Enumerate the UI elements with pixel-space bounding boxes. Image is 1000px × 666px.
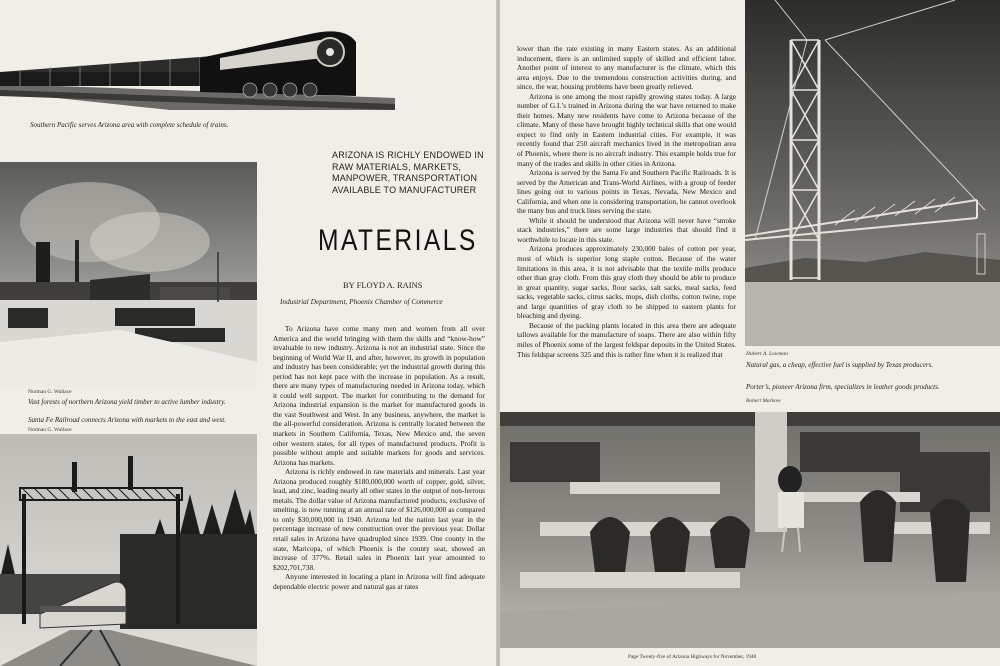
body-paragraph: Arizona is one among the most rapidly growing states today. A large number of G.I.’s trained in Arizona during the war have returned to make their homes. Many new residents have come to Arizona because of the climate. Many of these have brought highly technical skills that one would expect to find only in Eastern industrial cities. For example, it was recently found that 250 aircraft mechanics lived in the metropolitan area of Phoenix, where there is no aircraft industry. This example holds true for many of the trades and skills in other cities in Arizona. — [517, 91, 736, 168]
right-body-column — [517, 44, 736, 359]
leather-workshop-photo — [500, 412, 1000, 648]
article-byline: BY FLOYD A. RAINS — [343, 280, 423, 290]
railroad-photo-credit: Norman G. Wallace — [28, 427, 72, 433]
right-page — [500, 0, 1000, 666]
gas-tower-image — [745, 0, 1000, 346]
body-paragraph: Arizona produces approximately 230,000 bales of cotton per year, most of which is superior long staple cotton. Because of the water limitations in this area, it is not advisable that the textile mills produce other than gray cloth. From this gray cloth they should be able to produce in great quantity, sugar sacks, flour sacks, salt sacks, meal sacks, feed sacks, vegetable sacks, citrus sacks, mops, dish cloths, cotton twine, rope and large quantities of gray cloth to be shipped to eastern plants for bleaching and dyeing. — [517, 244, 736, 321]
article-title: MATERIALS — [318, 224, 478, 257]
gas-caption: Natural gas, a cheap, effective fuel is supplied by Texas producers. — [746, 361, 934, 369]
body-paragraph: Anyone interested in locating a plant in Arizona will find adequate dependable electric power and natural gas at rates — [273, 572, 485, 591]
railroad-caption: Santa Fe Railroad connects Arizona with markets to the east and west. — [28, 416, 226, 424]
body-paragraph: While it should be understood that Arizona will never have “smoke stack industries,” there are some large industries that should find it worthwhile to locate in this state. — [517, 215, 736, 244]
body-paragraph: lower than the rate existing in many Eastern states. As an additional inducement, there is an unlimited supply of skilled and efficient labor. Another point of interest to any manufacturer is the climate, which this area enjoys. Due to the tremendous construction activities during, and since, the war, housing problems have been greatly relieved. — [517, 44, 736, 92]
article-headline: ARIZONA IS RICHLY ENDOWED IN RAW MATERIALS, MARKETS, MANPOWER, TRANSPORTATION AVAILABLE TO MANUFACTURER — [332, 150, 484, 195]
page-footer: Page Twenty-five of Arizona Highways for November, 1948 — [628, 654, 757, 660]
lumber-image — [0, 162, 257, 388]
left-body-column — [273, 324, 485, 591]
leather-photo-credit: Robert Markow — [746, 398, 781, 404]
leather-caption: Porter’s, pioneer Arizona firm, specializes in leather goods products. — [746, 383, 940, 391]
lumber-caption: Vast forests of northern Arizona yield timber to active lumber industry. — [28, 398, 226, 406]
lumber-photo-credit: Norman G. Wallace — [28, 389, 72, 395]
body-paragraph: Because of the packing plants located in this area there are adequate tallows available for the manufacture of soaps. There are also within fifty miles of Phoenix some of the largest feldspar deposits in the United States. This feldspar screens 325 and this is rather fine when it is realized that — [517, 320, 736, 359]
author-department: Industrial Department, Phoenix Chamber of Commerce — [280, 297, 443, 306]
body-paragraph: To Arizona have come many men and women from all over America and the world bringing with them the skills and “know-how” invaluable to new industry. Arizona is not an industrial state. Since the beginning of World War II, and after, however, its growth in population and industry has been considerable; yet the industrial growth during this period has not kept pace with the increase in population. As a result, there are many types of manufacturing needed in Arizona today, which it could well support. The market for contributing to the demand for Arizona industrial expansion is the market for manufactured goods in the vast Southwest and West. In any business, anywhere, the market is the all-powerful consideration. Arizona is centrally located between the markets in Southern California, Texas, New Mexico and, the seven other western states, for all types of manufactured products. Profit is possible without ample and suitable markets for goods and services. Arizona has markets. — [273, 324, 485, 467]
gas-photo-credit: Hubert A. Lowman — [746, 351, 788, 357]
santa-fe-railroad-photo — [0, 434, 257, 666]
railroad-image — [0, 434, 257, 666]
train-image — [0, 12, 395, 110]
train-caption: Southern Pacific serves Arizona area with complete schedule of trains. — [30, 121, 229, 129]
lumber-mill-photo — [0, 162, 257, 388]
southern-pacific-train-photo — [0, 12, 395, 110]
left-page — [0, 0, 497, 666]
natural-gas-tower-photo — [745, 0, 1000, 346]
leather-workshop-image — [500, 412, 1000, 648]
body-paragraph: Arizona is richly endowed in raw materials and minerals. Last year Arizona produced roughly $180,000,000 worth of copper, gold, silver, lead, and zinc, leading nearly all other states in the output of non-ferrous metals. The dollar value of Arizona manufactured products, exclusive of smelting, is now running at an annual rate of $126,000,000 as compared to only $30,000,000 in 1940. Arizona led the nation last year in the percentage increase of new construction over the previous year. Dollar retail sales in Arizona have quadrupled since 1939. One county in the state, Maricopa, of which Phoenix is the county seat, showed an increase of 377%. Retail sales in Phoenix last year amounted to $202,701,738. — [273, 467, 485, 572]
body-paragraph: Arizona is served by the Santa Fe and Southern Pacific Railroads. It is served by the American and Trans-World Airlines, with a group of feeder lines going out to various points in Texas, Nevada, New Mexico and California, and when one is considering transportation, he cannot overlook the many bus and truck lines serving the state. — [517, 168, 736, 216]
